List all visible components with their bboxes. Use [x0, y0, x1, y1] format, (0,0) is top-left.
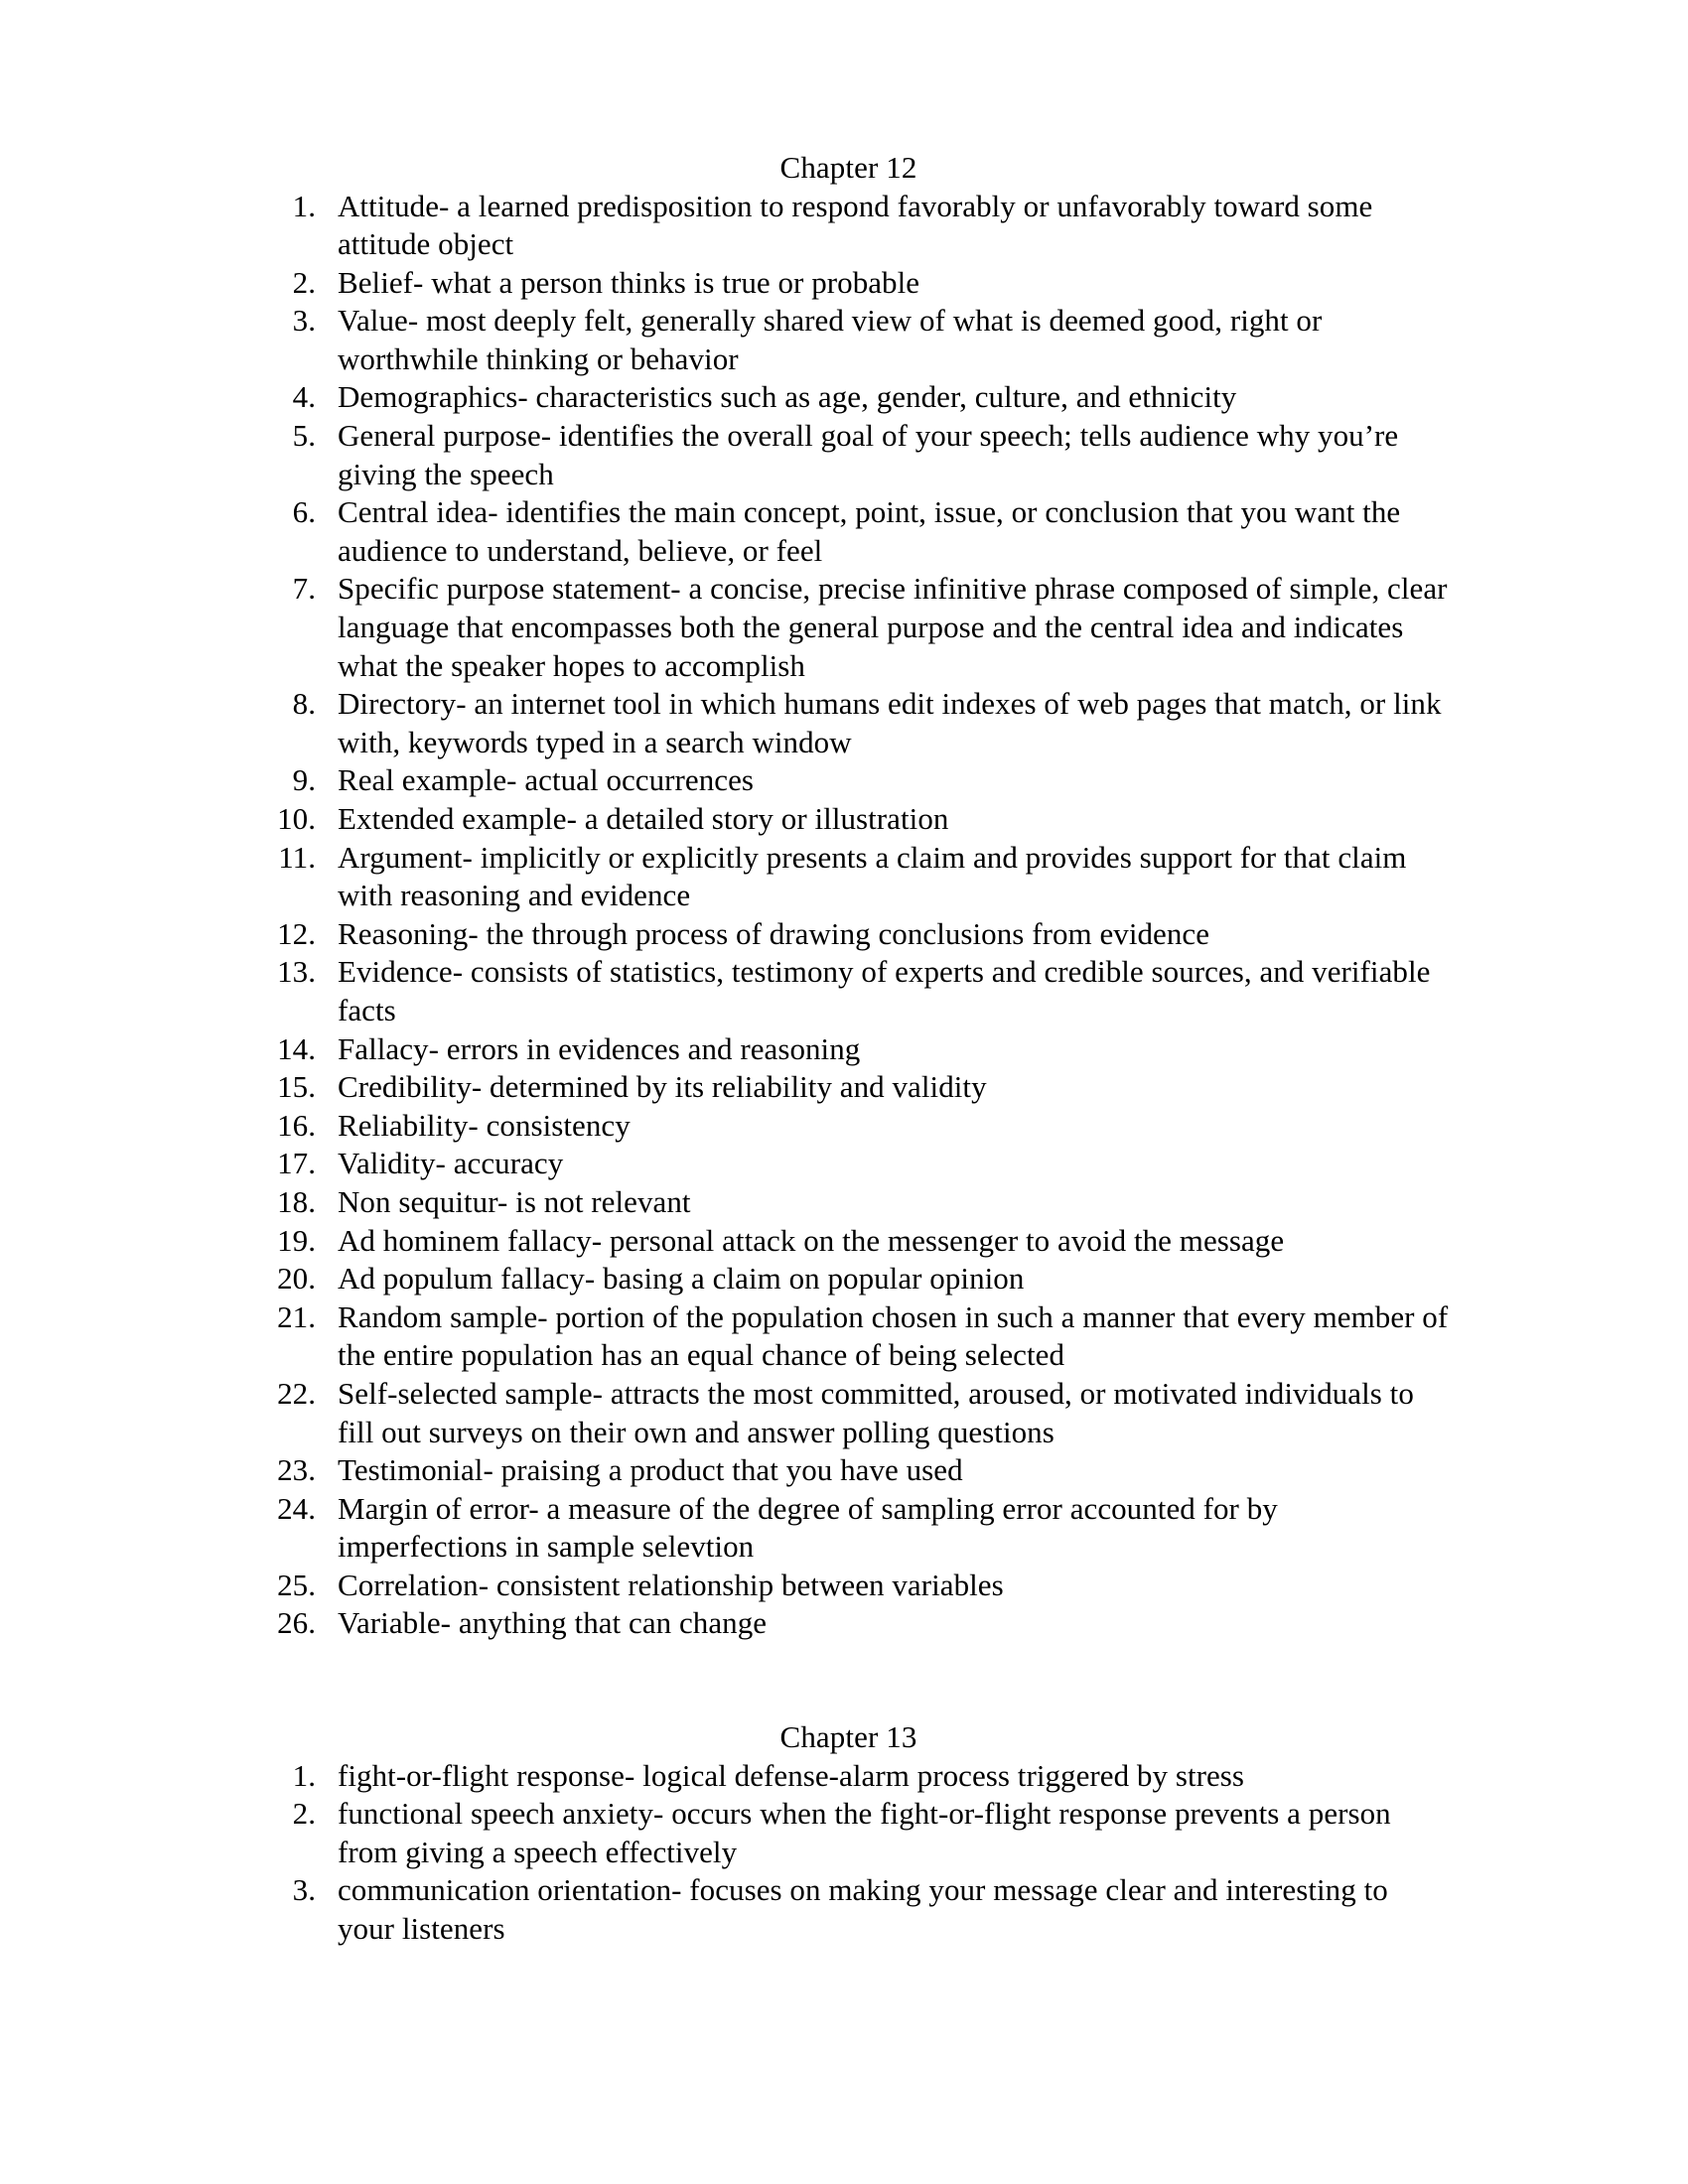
- list-item-number: 7.: [292, 571, 316, 607]
- list-item-text: Non sequitur- is not relevant: [338, 1183, 691, 1219]
- list-item: [260, 1871, 1452, 1948]
- list-item: [260, 417, 1452, 493]
- chapter-heading-13-text: Chapter 13: [779, 1719, 917, 1755]
- list-item-number: 15.: [277, 1069, 316, 1105]
- list-item-text: Real example- actual occurrences: [338, 762, 754, 798]
- list-item: [260, 1604, 1452, 1643]
- list-item-number: 8.: [292, 686, 316, 722]
- list-item-text: Evidence- consists of statistics, testimony of experts and credible sources, and verifiable facts: [338, 954, 1431, 1027]
- list-item-text: fight-or-flight response- logical defense-alarm process triggered by stress: [338, 1757, 1245, 1793]
- list-item: [260, 1183, 1452, 1222]
- chapter-heading-13: [260, 1718, 1452, 1757]
- list-item-number: 3.: [292, 1872, 316, 1908]
- list-item: [260, 839, 1452, 915]
- list-item: [260, 1567, 1452, 1605]
- list-item-number: 12.: [277, 915, 316, 951]
- list-item: [260, 378, 1452, 417]
- list-item-number: 5.: [292, 418, 316, 454]
- list-item: [260, 1298, 1452, 1375]
- list-item: [260, 188, 1452, 264]
- list-item-number: 11.: [278, 839, 316, 875]
- list-item: [260, 302, 1452, 378]
- document-body: [260, 149, 1452, 1949]
- list-item: [260, 1260, 1452, 1298]
- list-item-text: Value- most deeply felt, generally shared view of what is deemed good, right or worthwhile thinking or behavior: [338, 303, 1323, 376]
- list-item-text: Correlation- consistent relationship between variables: [338, 1567, 1004, 1602]
- list-item-number: 13.: [277, 954, 316, 990]
- list-item: [260, 915, 1452, 954]
- list-item-text: Random sample- portion of the population chosen in such a manner that every member of the entire population has an equal chance of being selected: [338, 1298, 1449, 1373]
- list-item-text: Specific purpose statement- a concise, precise infinitive phrase composed of simple, clear language that encompasses both the general purpose and the central idea and indicates what the speaker hopes to accomplish: [338, 571, 1448, 683]
- list-item-number: 14.: [277, 1030, 316, 1066]
- list-item-number: 26.: [277, 1605, 316, 1641]
- list-item: [260, 1757, 1452, 1796]
- list-item-number: 1.: [292, 188, 316, 223]
- list-item-text: functional speech anxiety- occurs when the fight-or-flight response prevents a person from giving a speech effectively: [338, 1796, 1391, 1869]
- list-item-text: Demographics- characteristics such as age, gender, culture, and ethnicity: [338, 379, 1237, 415]
- list-item-text: Argument- implicitly or explicitly presents a claim and provides support for that claim with reasoning and evidence: [338, 839, 1407, 913]
- list-item-number: 4.: [292, 379, 316, 415]
- list-item: [260, 1451, 1452, 1490]
- section-spacer: [260, 1643, 1452, 1718]
- list-item-text: Attitude- a learned predisposition to respond favorably or unfavorably toward some attitude object: [338, 188, 1373, 262]
- list-item: [260, 1145, 1452, 1183]
- list-item-number: 6.: [292, 494, 316, 530]
- list-item-number: 24.: [277, 1490, 316, 1526]
- list-item-number: 2.: [292, 264, 316, 300]
- list-item-text: Fallacy- errors in evidences and reasoning: [338, 1030, 861, 1066]
- list-item-number: 10.: [277, 801, 316, 836]
- list-item-text: Belief- what a person thinks is true or probable: [338, 264, 920, 300]
- list-item: [260, 1375, 1452, 1451]
- list-item: [260, 493, 1452, 570]
- chapter-heading-12: [260, 149, 1452, 188]
- list-item: [260, 1030, 1452, 1069]
- term-list-chapter-12: [260, 188, 1452, 1644]
- list-item: [260, 800, 1452, 839]
- term-list-chapter-13: [260, 1757, 1452, 1949]
- list-item-text: Ad hominem fallacy- personal attack on the messenger to avoid the message: [338, 1222, 1285, 1258]
- list-item-number: 19.: [277, 1222, 316, 1258]
- list-item-text: Validity- accuracy: [338, 1146, 564, 1181]
- list-item-text: Self-selected sample- attracts the most committed, aroused, or motivated individuals to fill out surveys on their own and answer polling questions: [338, 1375, 1414, 1449]
- list-item-text: General purpose- identifies the overall goal of your speech; tells audience why you’re giving the speech: [338, 418, 1399, 491]
- list-item-text: Directory- an internet tool in which humans edit indexes of web pages that match, or link with, keywords typed in a search window: [338, 686, 1442, 759]
- list-item-text: Credibility- determined by its reliability and validity: [338, 1069, 987, 1105]
- list-item-number: 22.: [277, 1375, 316, 1411]
- list-item: [260, 685, 1452, 761]
- list-item-text: Variable- anything that can change: [338, 1605, 768, 1641]
- list-item-number: 20.: [277, 1261, 316, 1297]
- list-item: [260, 1222, 1452, 1261]
- list-item-text: Extended example- a detailed story or illustration: [338, 801, 949, 836]
- list-item-text: Central idea- identifies the main concept, point, issue, or conclusion that you want the audience to understand, believe, or feel: [338, 494, 1401, 568]
- list-item-number: 1.: [292, 1757, 316, 1793]
- list-item: [260, 264, 1452, 303]
- list-item: [260, 1068, 1452, 1107]
- chapter-heading-12-text: Chapter 12: [779, 150, 917, 185]
- list-item: [260, 953, 1452, 1029]
- list-item: [260, 1490, 1452, 1567]
- list-item: [260, 570, 1452, 685]
- list-item-number: 18.: [277, 1183, 316, 1219]
- list-item-number: 17.: [277, 1146, 316, 1181]
- list-item-text: Margin of error- a measure of the degree of sampling error accounted for by imperfections in sample selevtion: [338, 1490, 1278, 1565]
- list-item: [260, 1107, 1452, 1146]
- list-item-number: 16.: [277, 1107, 316, 1143]
- list-item-text: Testimonial- praising a product that you have used: [338, 1452, 963, 1488]
- list-item-text: Reliability- consistency: [338, 1107, 631, 1143]
- list-item-text: Ad populum fallacy- basing a claim on popular opinion: [338, 1261, 1025, 1297]
- list-item-text: communication orientation- focuses on making your message clear and interesting to your listeners: [338, 1872, 1388, 1946]
- list-item-number: 3.: [292, 303, 316, 339]
- list-item: [260, 761, 1452, 800]
- list-item-number: 2.: [292, 1796, 316, 1832]
- list-item-number: 9.: [292, 762, 316, 798]
- list-item-number: 21.: [277, 1298, 316, 1334]
- list-item-number: 25.: [277, 1567, 316, 1602]
- list-item-text: Reasoning- the through process of drawing conclusions from evidence: [338, 915, 1210, 951]
- list-item: [260, 1795, 1452, 1871]
- list-item-number: 23.: [277, 1452, 316, 1488]
